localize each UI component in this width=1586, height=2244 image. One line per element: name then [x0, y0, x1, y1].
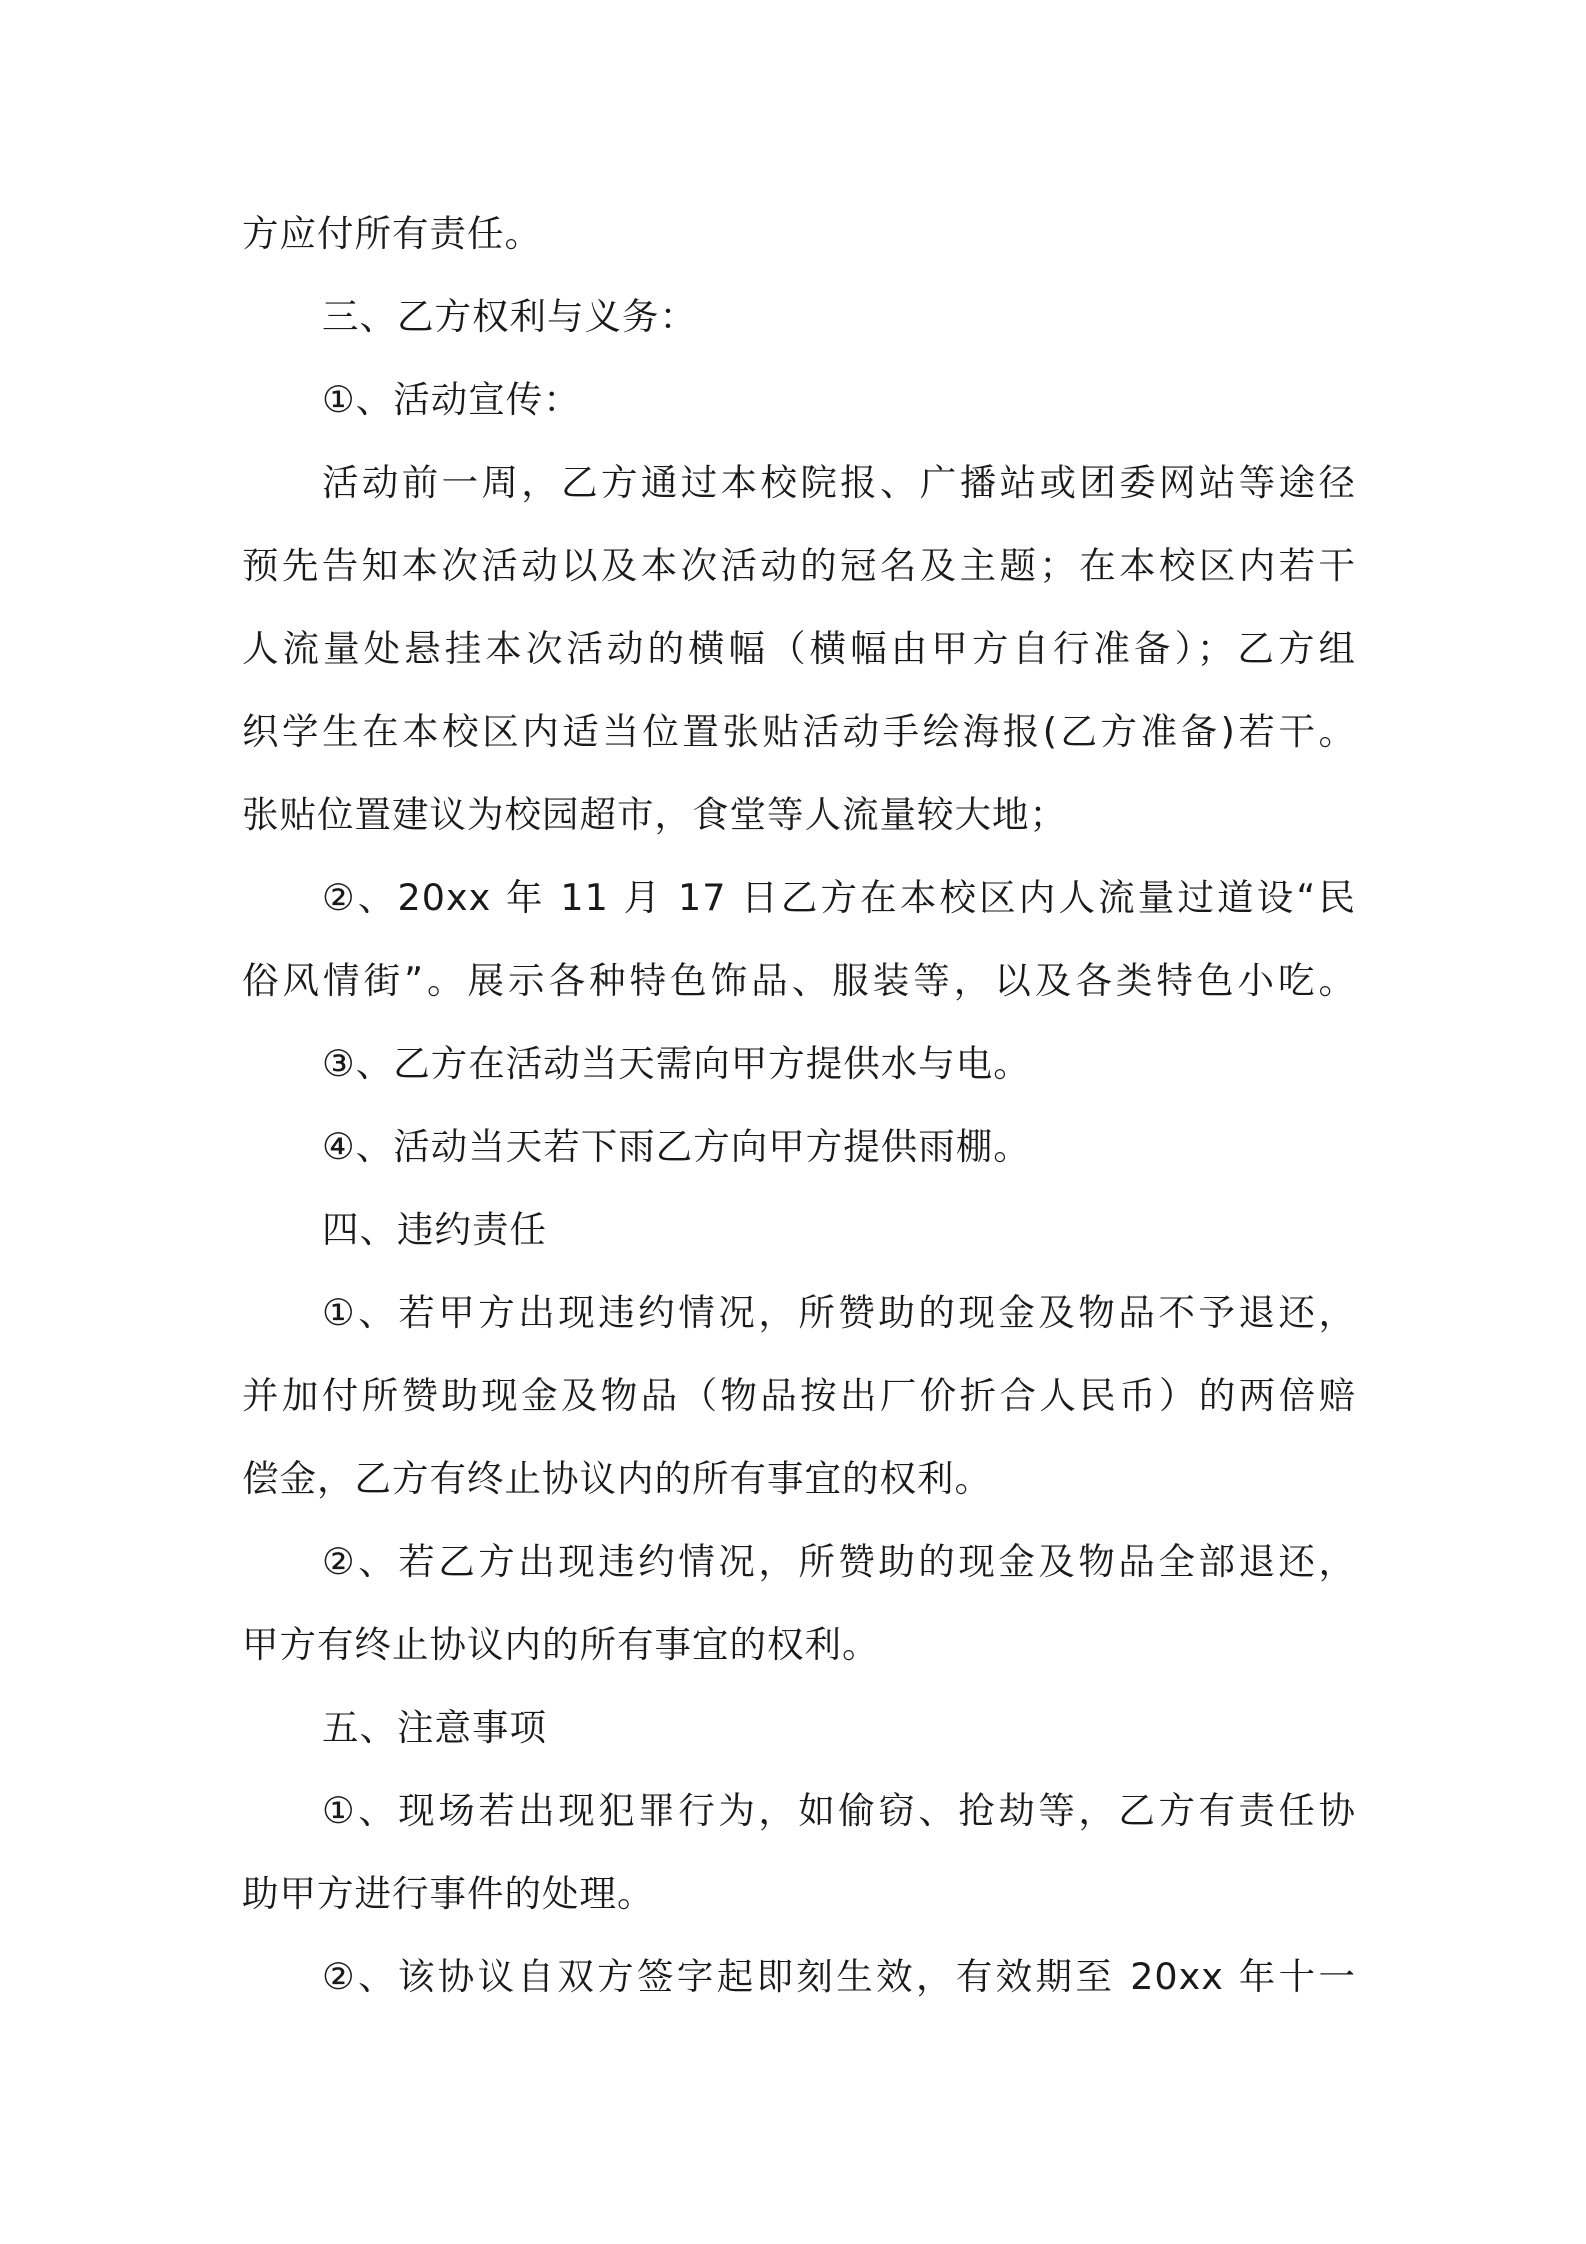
paragraph-line: 甲方有终止协议内的所有事宜的权利。: [242, 1623, 880, 1666]
paragraph-line: ②、20xx 年 11 月 17 日乙方在本校区内人流量过道设“民: [322, 876, 1356, 919]
paragraph-line: 织学生在本校区内适当位置张贴活动手绘海报(乙方准备)若干。: [242, 710, 1356, 753]
paragraph-line: ②、若乙方出现违约情况，所赞助的现金及物品全部退还，: [322, 1540, 1356, 1583]
paragraph-line: ①、现场若出现犯罪行为，如偷窃、抢劫等，乙方有责任协: [322, 1789, 1356, 1832]
paragraph-line: ②、该协议自双方签字起即刻生效，有效期至 20xx 年十一: [322, 1955, 1356, 1998]
paragraph-line: 偿金，乙方有终止协议内的所有事宜的权利。: [242, 1457, 992, 1500]
document-body: [242, 192, 1356, 2018]
section-heading-rights-obligations: 三、乙方权利与义务：: [322, 295, 697, 338]
paragraph-line: 人流量处悬挂本次活动的横幅（横幅由甲方自行准备）；乙方组: [242, 627, 1356, 670]
paragraph-line: ①、若甲方出现违约情况，所赞助的现金及物品不予退还，: [322, 1291, 1356, 1334]
section-heading-breach-liability: 四、违约责任: [322, 1208, 547, 1251]
section-heading-notes: 五、注意事项: [322, 1706, 547, 1749]
paragraph-line: ③、乙方在活动当天需向甲方提供水与电。: [322, 1042, 1031, 1085]
paragraph-line: 预先告知本次活动以及本次活动的冠名及主题；在本校区内若干: [242, 544, 1356, 587]
text-line-1: 方应付所有责任。: [242, 212, 542, 255]
paragraph-line: 俗风情街”。展示各种特色饰品、服装等，以及各类特色小吃。: [242, 959, 1356, 1002]
paragraph-line: ④、活动当天若下雨乙方向甲方提供雨棚。: [322, 1125, 1031, 1168]
paragraph-line: 助甲方进行事件的处理。: [242, 1872, 655, 1915]
paragraph-line: 张贴位置建议为校园超市，食堂等人流量较大地；: [242, 793, 1067, 836]
paragraph-line: 活动前一周，乙方通过本校院报、广播站或团委网站等途径: [322, 461, 1356, 504]
item-heading-promotion: ①、活动宣传：: [322, 378, 581, 421]
paragraph-line: 并加付所赞助现金及物品（物品按出厂价折合人民币）的两倍赔: [242, 1374, 1356, 1417]
